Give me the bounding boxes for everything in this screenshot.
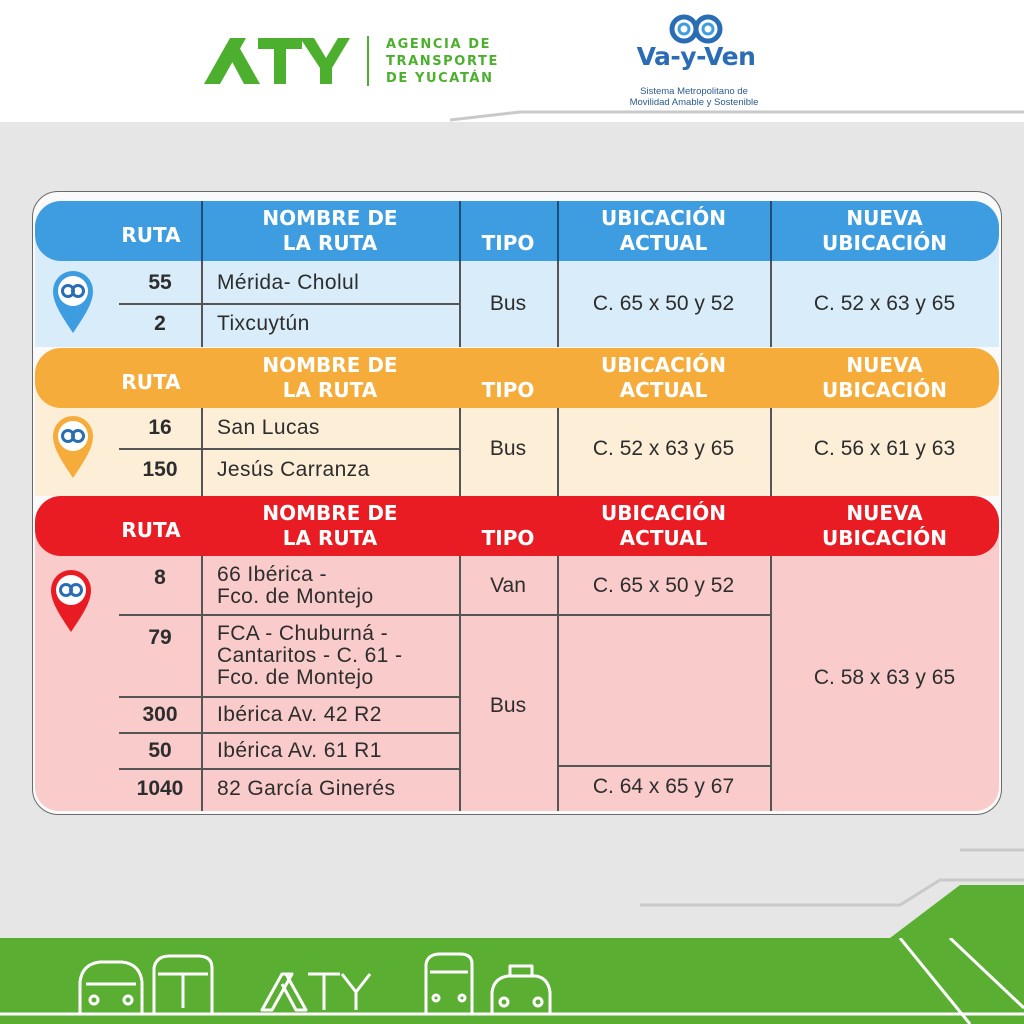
route-number: 50 bbox=[148, 739, 172, 762]
route-name: Mérida- Cholul bbox=[217, 271, 360, 294]
section-header bbox=[35, 348, 999, 408]
column-header-ruta: RUTA bbox=[121, 223, 181, 247]
column-header-tipo: TIPO bbox=[481, 526, 535, 550]
column-header-nueva: NUEVA UBICACIÓN bbox=[822, 353, 947, 402]
route-name: Ibérica Av. 42 R2 bbox=[217, 703, 382, 726]
route-number: 55 bbox=[148, 271, 172, 294]
column-header-tipo: TIPO bbox=[481, 231, 535, 255]
route-name: Tixcuytún bbox=[217, 312, 310, 335]
route-section-orange bbox=[35, 348, 999, 496]
vehicle-type: Bus bbox=[489, 694, 527, 717]
route-name: San Lucas bbox=[217, 416, 320, 439]
column-header-nombre: NOMBRE DE LA RUTA bbox=[262, 353, 398, 402]
column-header-ruta: RUTA bbox=[121, 518, 181, 542]
column-header-tipo: TIPO bbox=[481, 378, 535, 402]
agency-line: DE YUCATÁN bbox=[386, 71, 494, 86]
route-number: 16 bbox=[148, 416, 172, 439]
taxi-icon bbox=[492, 966, 550, 1014]
aty-footer-logo bbox=[262, 974, 370, 1010]
route-name: 66 Ibérica - Fco. de Montejo bbox=[217, 563, 374, 608]
bus-icon bbox=[154, 956, 212, 1014]
location-pin-icon bbox=[51, 269, 95, 335]
route-name: Ibérica Av. 61 R1 bbox=[217, 739, 382, 762]
route-number: 8 bbox=[154, 566, 166, 589]
vayven-name: Va-y-Ven bbox=[636, 42, 756, 71]
section-header bbox=[35, 496, 999, 556]
column-header-nombre: NOMBRE DE LA RUTA bbox=[262, 501, 398, 550]
route-number: 150 bbox=[142, 458, 178, 481]
route-section-red bbox=[35, 496, 999, 811]
current-location: C. 65 x 50 y 52 bbox=[592, 574, 735, 597]
route-name: FCA - Chuburná - Cantaritos - C. 61 - Fco. de Montejo bbox=[217, 622, 403, 689]
vehicle-type: Van bbox=[490, 574, 526, 597]
agency-line: AGENCIA DE bbox=[386, 37, 492, 52]
current-location: C. 52 x 63 y 65 bbox=[592, 437, 735, 460]
route-number: 2 bbox=[154, 312, 166, 335]
column-header-actual: UBICACIÓN ACTUAL bbox=[601, 501, 726, 550]
current-location: C. 64 x 65 y 67 bbox=[592, 775, 735, 798]
vayven-subtitle-line: Movilidad Amable y Sostenible bbox=[629, 97, 759, 108]
location-pin-icon bbox=[51, 414, 95, 480]
route-number: 1040 bbox=[136, 777, 184, 800]
route-name: 82 García Ginerés bbox=[217, 777, 396, 800]
route-name: Jesús Carranza bbox=[217, 458, 370, 481]
route-number: 300 bbox=[142, 703, 178, 726]
route-number: 79 bbox=[148, 626, 172, 649]
vehicle-type: Bus bbox=[489, 437, 527, 460]
section-header bbox=[35, 201, 999, 261]
column-header-ruta: RUTA bbox=[121, 370, 181, 394]
new-location: C. 52 x 63 y 65 bbox=[813, 292, 956, 315]
agency-line: TRANSPORTE bbox=[386, 54, 499, 69]
column-header-nueva: NUEVA UBICACIÓN bbox=[822, 501, 947, 550]
route-section-blue bbox=[35, 201, 999, 347]
column-header-actual: UBICACIÓN ACTUAL bbox=[601, 353, 726, 402]
new-location: C. 58 x 63 y 65 bbox=[813, 666, 956, 689]
minibus-icon bbox=[426, 954, 472, 1014]
location-pin-icon bbox=[49, 568, 93, 634]
footer-icons bbox=[0, 938, 1024, 1024]
current-location: C. 65 x 50 y 52 bbox=[592, 292, 735, 315]
column-header-nueva: NUEVA UBICACIÓN bbox=[822, 206, 947, 255]
car-icon bbox=[80, 962, 142, 1014]
column-header-actual: UBICACIÓN ACTUAL bbox=[601, 206, 726, 255]
column-header-nombre: NOMBRE DE LA RUTA bbox=[262, 206, 398, 255]
vayven-subtitle-line: Sistema Metropolitano de bbox=[640, 86, 748, 97]
vehicle-type: Bus bbox=[489, 292, 527, 315]
new-location: C. 56 x 61 y 63 bbox=[813, 437, 956, 460]
section-body bbox=[35, 536, 999, 811]
